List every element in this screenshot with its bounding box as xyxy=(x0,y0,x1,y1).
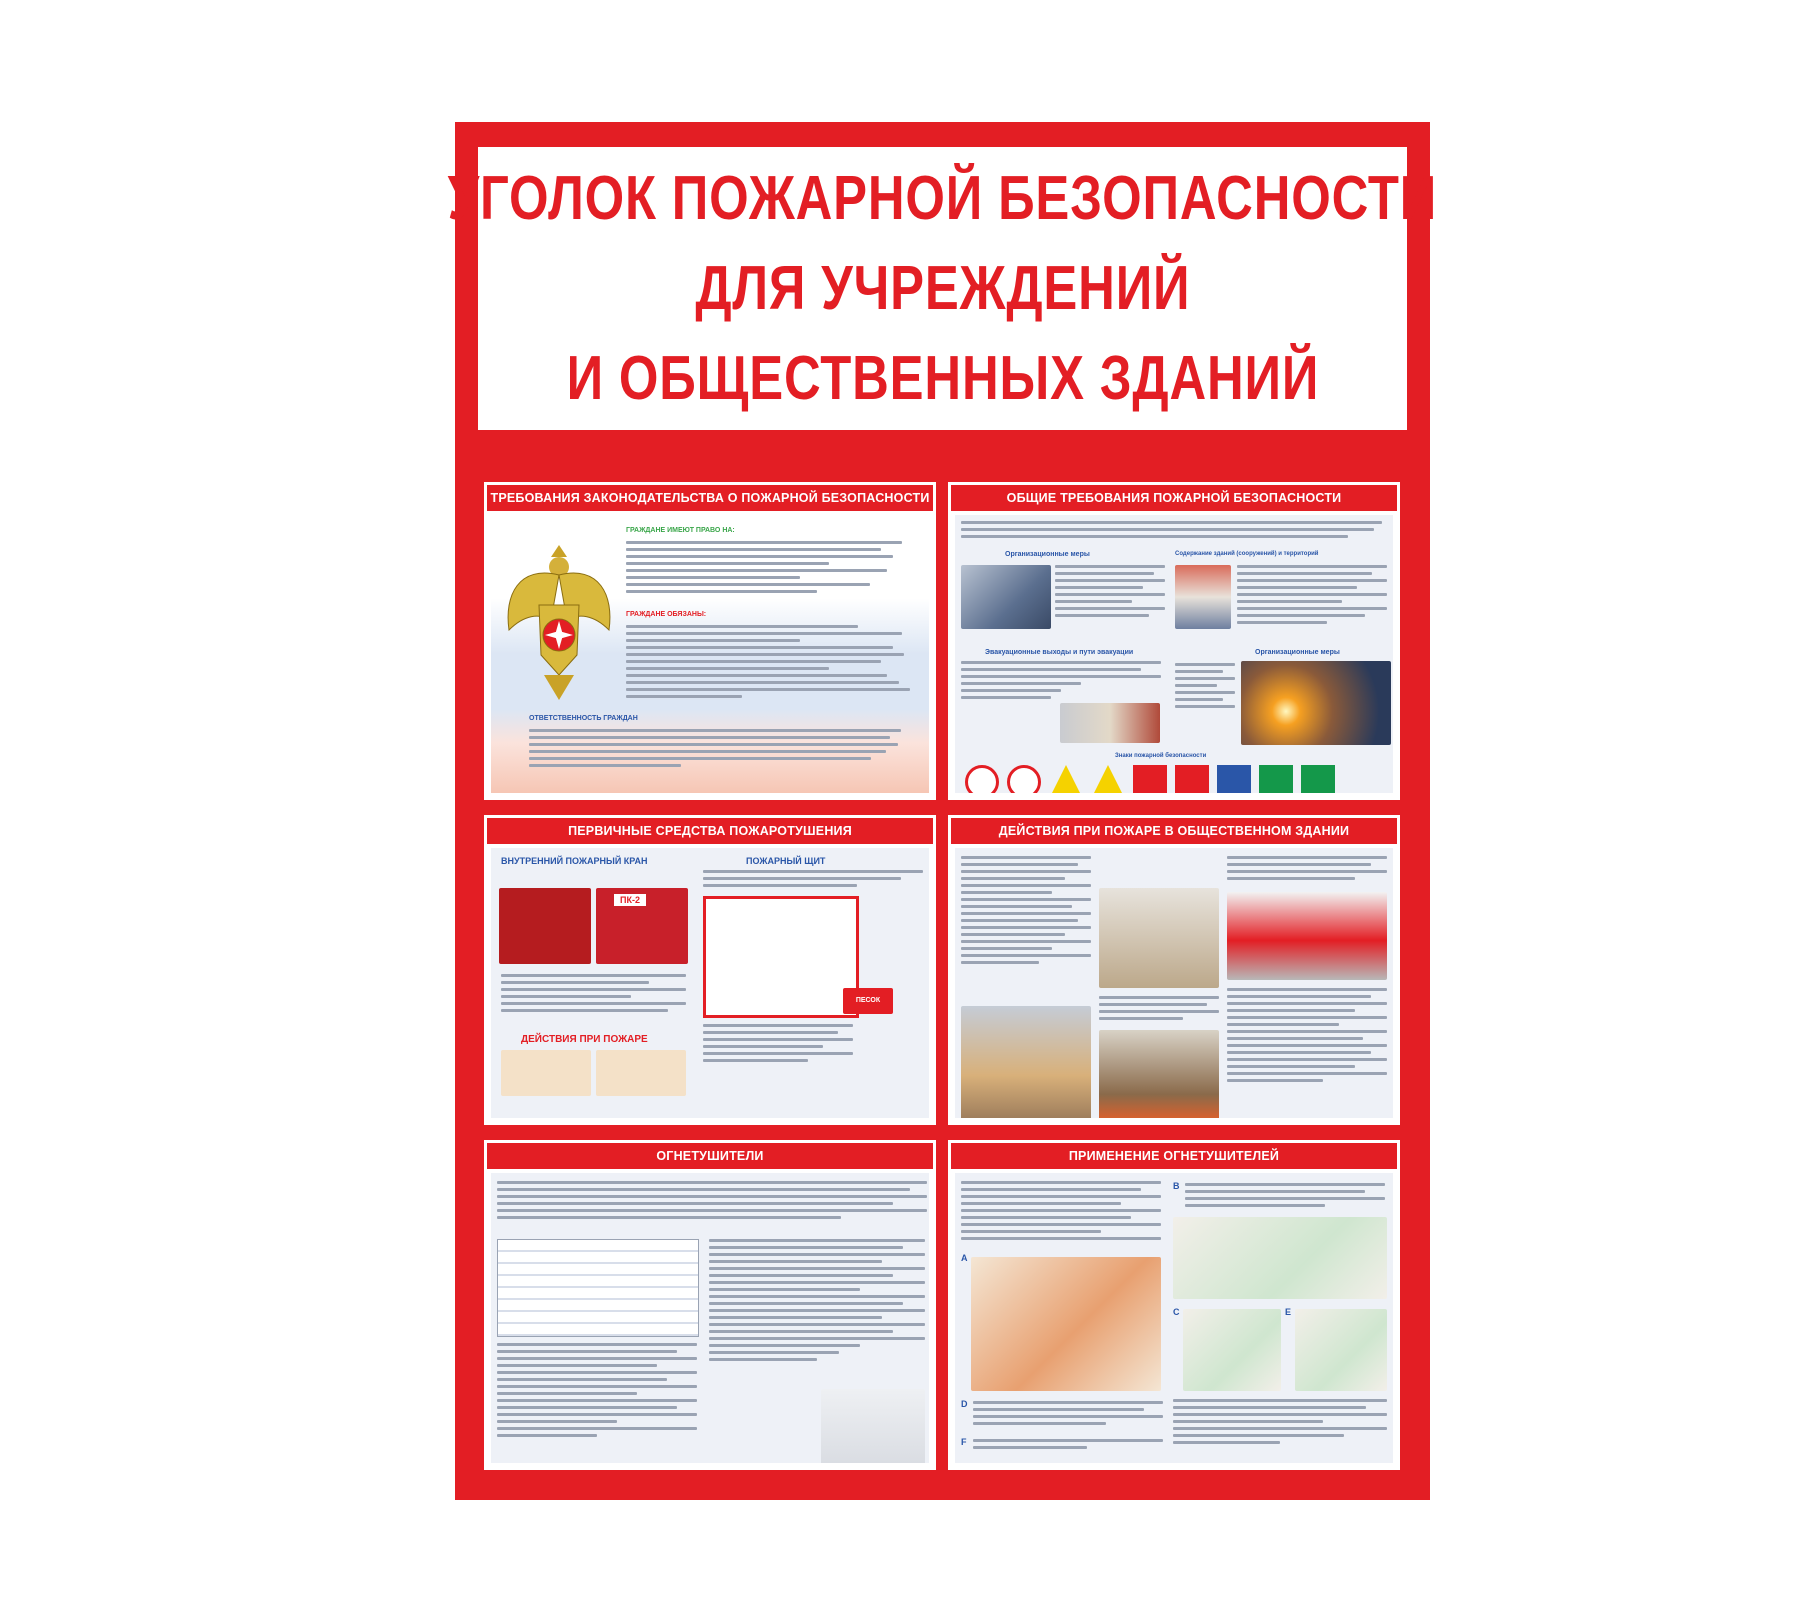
building-photo xyxy=(1175,565,1231,629)
action-picture-2 xyxy=(596,1050,686,1096)
extinguishing-illustration-e xyxy=(1295,1309,1387,1391)
usage-text-d xyxy=(973,1401,1163,1429)
hydrant-text xyxy=(501,974,686,1016)
panel-header: ТРЕБОВАНИЯ ЗАКОНОДАТЕЛЬСТВА О ПОЖАРНОЙ БЕЗОПАСНОСТИ xyxy=(487,485,933,511)
explosive-sign-icon xyxy=(1091,765,1125,793)
general-text-2 xyxy=(1237,565,1387,628)
duties-heading: ГРАЖДАНЕ ОБЯЗАНЫ: xyxy=(626,611,707,618)
action-picture-1 xyxy=(501,1050,591,1096)
panel-legislation xyxy=(484,482,936,800)
hydrant-cabinet-2 xyxy=(596,888,688,964)
no-open-fire-sign-icon xyxy=(1007,765,1041,793)
panel-body xyxy=(955,848,1393,1118)
shield-heading: ПОЖАРНЫЙ ЩИТ xyxy=(746,856,826,866)
evacuation-photo xyxy=(1099,888,1219,988)
title-line-2: ДЛЯ УЧРЕЖДЕНИЙ xyxy=(694,253,1191,323)
step-b-label: B xyxy=(1173,1181,1180,1191)
panel-actions xyxy=(948,815,1400,1125)
extinguishers-text-right xyxy=(709,1239,925,1365)
title-line-1: УГОЛОК ПОЖАРНОЙ БЕЗОПАСНОСТИ xyxy=(447,163,1438,233)
usage-text-f xyxy=(973,1439,1163,1453)
panel-primary xyxy=(484,815,936,1125)
panel-body xyxy=(491,515,929,793)
general-sub-2: Содержание зданий (сооружений) и территорий xyxy=(1175,551,1319,557)
sand-box xyxy=(843,988,893,1014)
extinguisher-sign-icon xyxy=(1133,765,1167,793)
exit-arrow-sign-icon xyxy=(1259,765,1293,793)
actions-text-2 xyxy=(1099,996,1219,1024)
panel-body xyxy=(491,848,929,1118)
panel-usage xyxy=(948,1140,1400,1470)
no-smoking-sign-icon xyxy=(965,765,999,793)
shield-note xyxy=(703,1024,853,1066)
extinguishing-illustration-a xyxy=(971,1257,1161,1391)
step-c-label: C xyxy=(1173,1307,1180,1317)
panel-header: ОГНЕТУШИТЕЛИ xyxy=(487,1143,933,1169)
step-a-label: A xyxy=(961,1253,968,1263)
panel-header: ДЕЙСТВИЯ ПРИ ПОЖАРЕ В ОБЩЕСТВЕННОМ ЗДАНИИ xyxy=(951,818,1397,844)
fire-alarm-sign-icon xyxy=(1217,765,1251,793)
hydrant-cabinet-1 xyxy=(499,888,591,964)
flammable-sign-icon xyxy=(1049,765,1083,793)
extinguishers-table xyxy=(497,1239,699,1337)
shield-text xyxy=(703,870,923,891)
panel-body xyxy=(491,1173,929,1463)
usage-text-1 xyxy=(961,1181,1161,1244)
panel-header: ОБЩИЕ ТРЕБОВАНИЯ ПОЖАРНОЙ БЕЗОПАСНОСТИ xyxy=(951,485,1397,511)
duties-text xyxy=(626,625,916,702)
extinguishers-intro xyxy=(497,1181,927,1223)
responsibility-text xyxy=(529,729,909,771)
panel-body xyxy=(955,515,1393,793)
rights-heading: ГРАЖДАНЕ ИМЕЮТ ПРАВО НА: xyxy=(626,527,735,534)
signs-heading: Знаки пожарной безопасности xyxy=(1115,753,1207,759)
step-d-label: D xyxy=(961,1399,968,1409)
welding-photo xyxy=(1241,661,1391,745)
hydrant-heading: ВНУТРЕННИЙ ПОЖАРНЫЙ КРАН xyxy=(501,856,648,866)
panel-header: ПРИМЕНЕНИЕ ОГНЕТУШИТЕЛЕЙ xyxy=(951,1143,1397,1169)
usage-text-b xyxy=(1185,1183,1385,1211)
corridor-photo xyxy=(1060,703,1160,743)
pk-label: ПК-2 xyxy=(614,894,646,906)
crawling-woman-photo xyxy=(961,1006,1091,1118)
fire-door-photo xyxy=(1099,1030,1219,1118)
step-f-label: F xyxy=(961,1437,967,1447)
meeting-photo xyxy=(961,565,1051,629)
panel-extinguishers xyxy=(484,1140,936,1470)
extinguishing-illustration-c xyxy=(1183,1309,1281,1391)
actions-text-1 xyxy=(961,856,1091,968)
actions-heading: ДЕЙСТВИЯ ПРИ ПОЖАРЕ xyxy=(521,1034,648,1045)
general-sub-1: Организационные меры xyxy=(1005,551,1090,558)
fire-safety-board xyxy=(447,122,1438,1500)
general-sub-4: Организационные меры xyxy=(1255,649,1340,656)
general-text-1 xyxy=(1055,565,1165,621)
emergency-exit-sign-icon xyxy=(1301,765,1335,793)
extinguishers-text-left xyxy=(497,1343,697,1441)
extinguishing-illustration-b xyxy=(1173,1217,1387,1299)
rights-text xyxy=(626,541,916,597)
title-line-3: И ОБЩЕСТВЕННЫХ ЗДАНИЙ xyxy=(566,343,1319,413)
hose-sign-icon xyxy=(1175,765,1209,793)
step-e-label: E xyxy=(1285,1307,1292,1317)
general-text-3 xyxy=(961,661,1161,703)
responsibility-heading: ОТВЕТСТВЕННОСТЬ ГРАЖДАН xyxy=(529,715,638,722)
general-text-4 xyxy=(1175,663,1235,712)
general-sub-3: Эвакуационные выходы и пути эвакуации xyxy=(985,649,1134,656)
panel-general xyxy=(948,482,1400,800)
actions-text-4 xyxy=(1227,988,1387,1086)
intro-text xyxy=(961,521,1391,542)
sand-label: ПЕСОК xyxy=(855,997,881,1004)
shield-board xyxy=(703,896,859,1018)
actions-text-3 xyxy=(1227,856,1387,884)
extinguisher-location-diagram xyxy=(821,1389,925,1463)
usage-text-right xyxy=(1173,1399,1387,1448)
emblem-icon xyxy=(499,535,619,705)
title-box xyxy=(447,147,1438,430)
signs-row xyxy=(965,765,1385,793)
fire-truck-photo xyxy=(1227,892,1387,980)
panel-header: ПЕРВИЧНЫЕ СРЕДСТВА ПОЖАРОТУШЕНИЯ xyxy=(487,818,933,844)
panel-body xyxy=(955,1173,1393,1463)
